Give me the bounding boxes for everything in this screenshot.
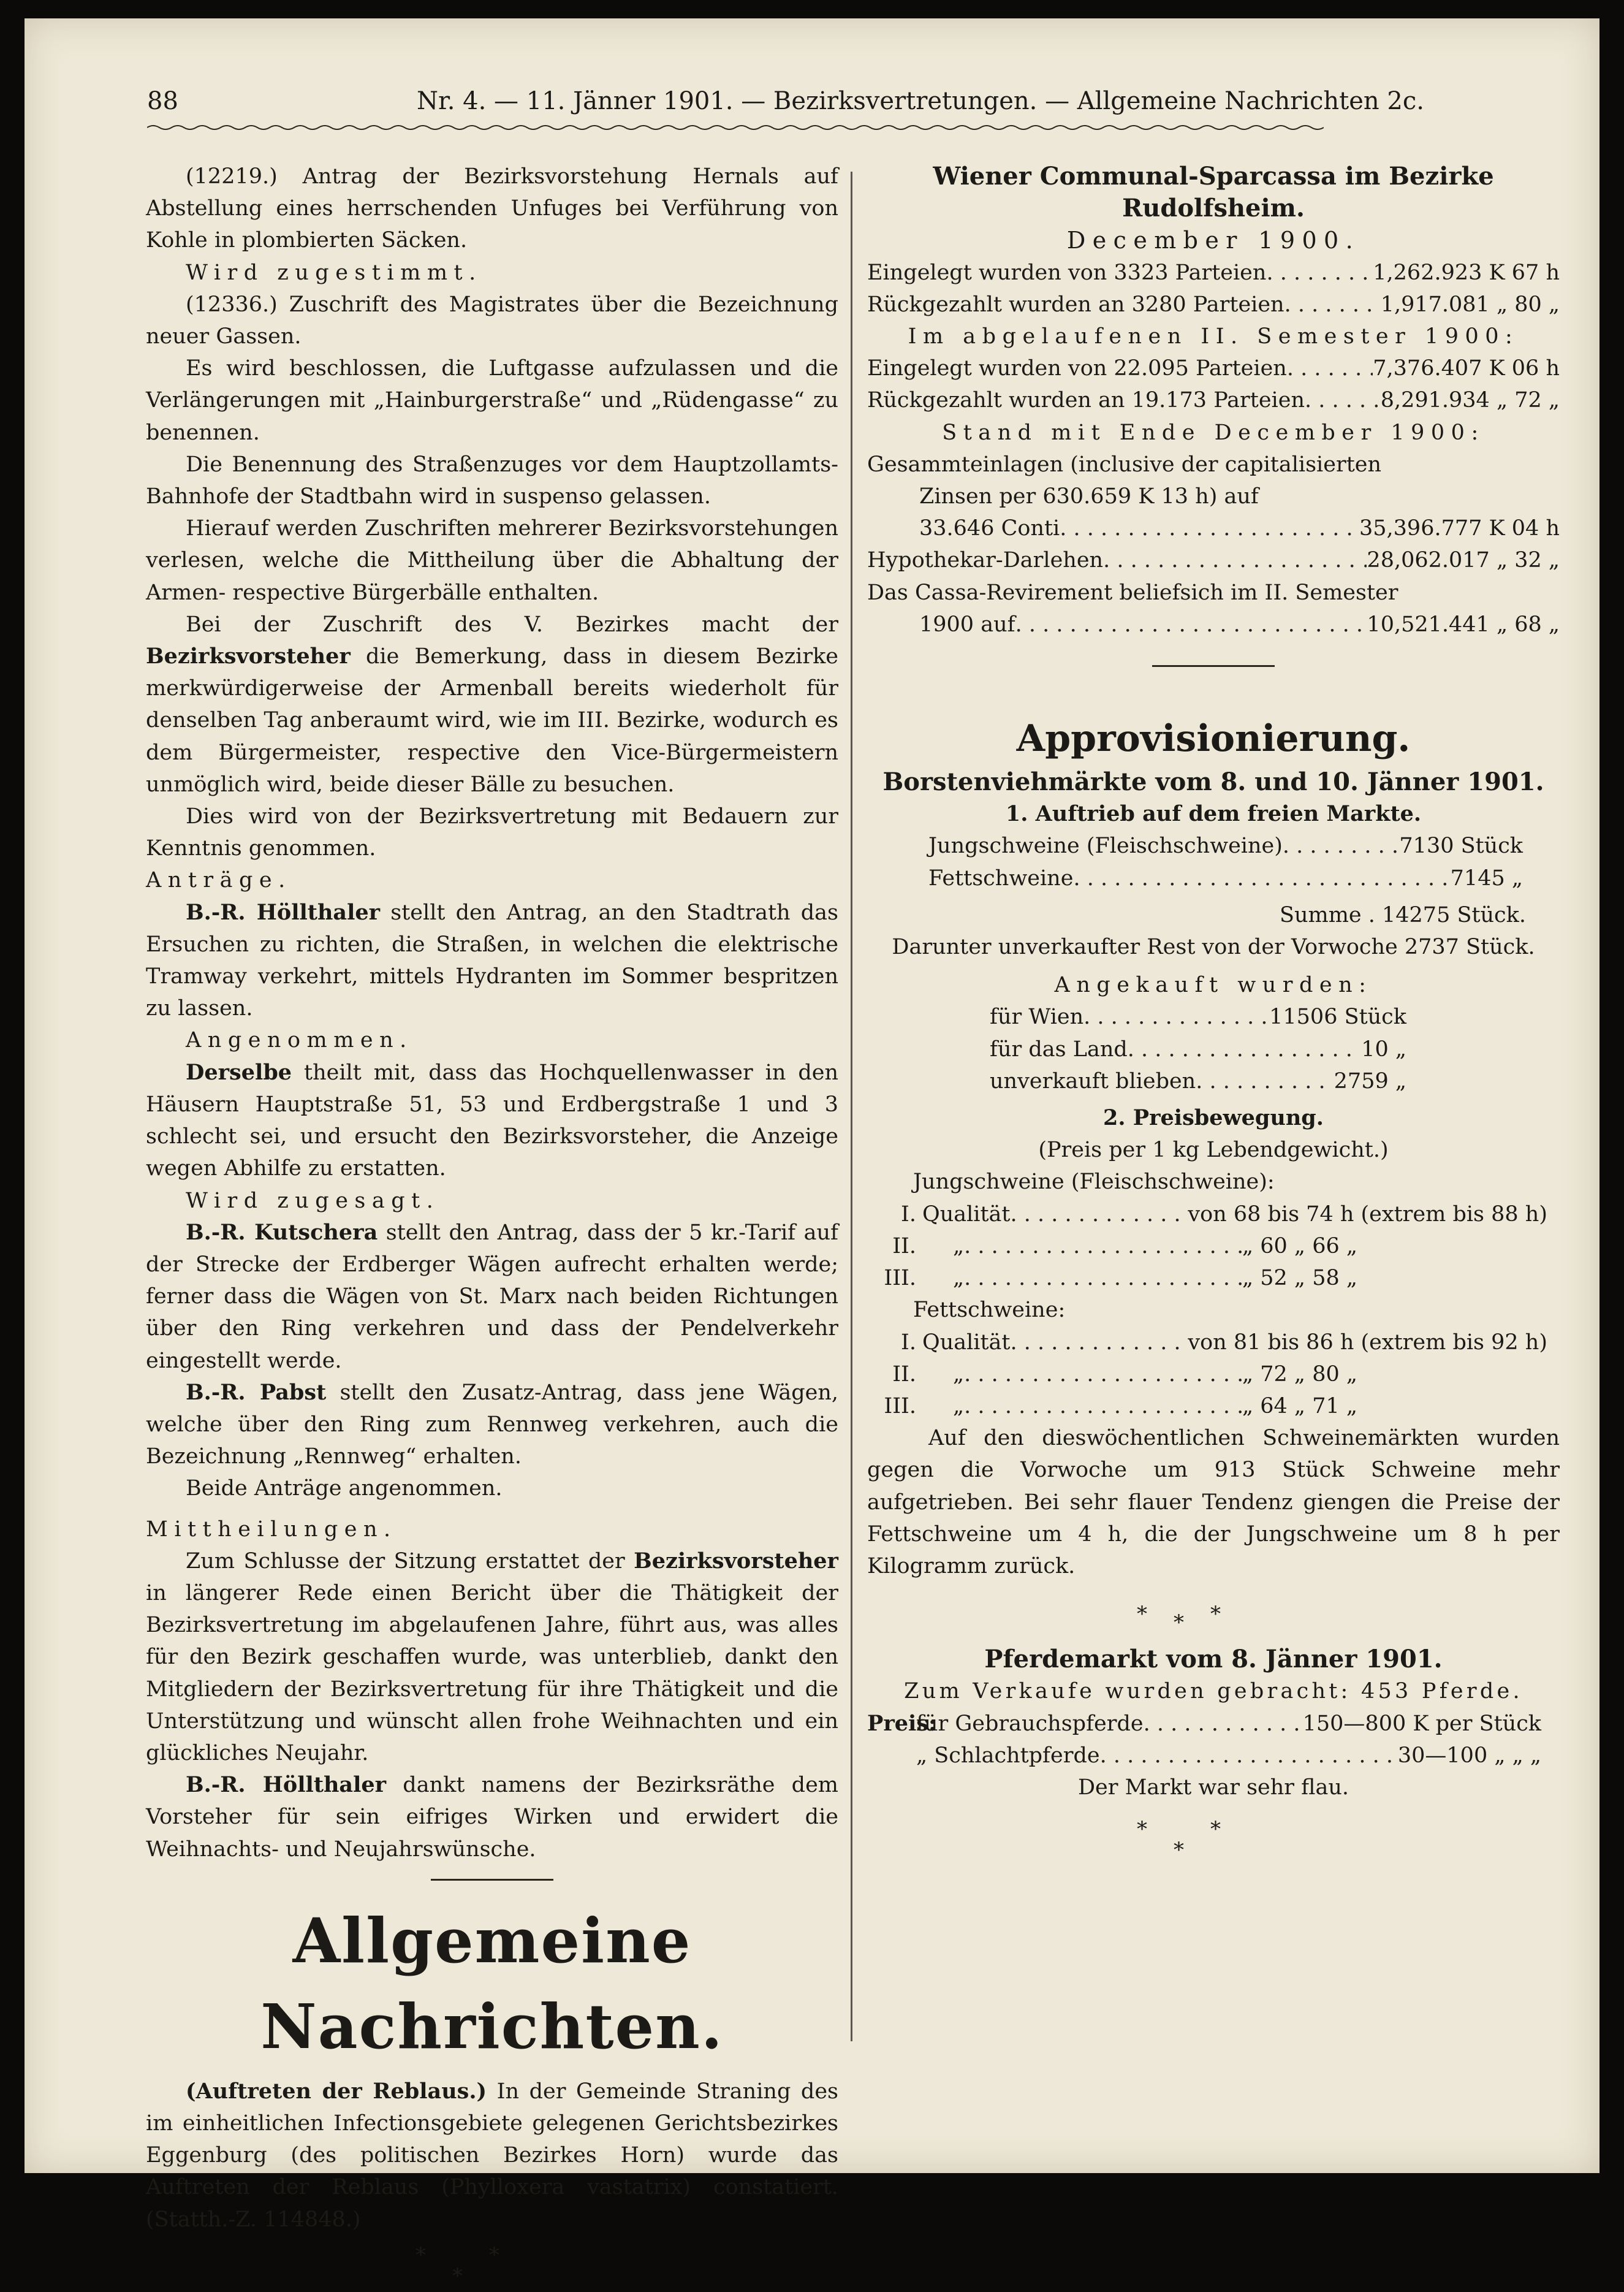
row-value: von 81 bis 86 h (extrem bis 92 h)	[1188, 1330, 1547, 1355]
bold-run: Bezirksvorsteher	[146, 644, 351, 669]
row-label: „	[953, 1233, 965, 1258]
preis-label: Preis:	[867, 1710, 936, 1736]
price-row	[867, 1358, 1560, 1390]
row-value: 8,291.934 „ 72 „	[1380, 388, 1560, 413]
paragraph: Wird zugestimmt.	[186, 260, 482, 285]
quality-label: III.	[884, 1266, 916, 1291]
row-label: Qualität	[922, 1330, 1011, 1355]
running-title: Nr. 4. — 11. Jänner 1901. — Bezirksvertretungen. — Allgemeine Nachrichten 2c.	[417, 87, 1424, 115]
row-label: für Gebrauchspferde	[916, 1711, 1144, 1736]
row-label: Jungschweine (Fleischschweine)	[928, 834, 1283, 859]
leader-dots	[1196, 1065, 1334, 1097]
text-line: Zinsen per 630.659 K 13 h) auf	[919, 484, 1259, 509]
ledger-row	[867, 609, 1560, 641]
leader-dots	[1073, 862, 1450, 894]
row-label: Qualität	[922, 1201, 1011, 1227]
row-value: 35,396.777 K 04 h	[1359, 516, 1560, 541]
paragraph	[146, 1217, 838, 1377]
summe-line: Summe . 14275 Stück.	[1280, 902, 1526, 927]
asterism-star: *	[1174, 1610, 1184, 1635]
row-value: 1,917.081 „ 80 „	[1380, 292, 1560, 317]
flau-line: Der Markt war sehr flau.	[1077, 1775, 1349, 1800]
fett-heading: Fettschweine:	[913, 1298, 1066, 1323]
asterism-star: *	[415, 2242, 426, 2267]
section-heading: Mittheilungen.	[146, 1517, 397, 1542]
text-run: die Bemerkung, dass in diesem Bezirke merkwürdigerweise der Armenball bereits wiederholt für denselben Tag anberaumt wird, wie im III. Bezirke, wodurch es dem Bürgermeister, respective den Vice-Bürgermeistern unmöglich wird, beide dieser Bälle zu besuchen.	[146, 644, 838, 797]
row-value: 10,521.441 „ 68 „	[1367, 612, 1560, 637]
leader-dots	[1266, 257, 1373, 289]
paragraph: Wird zugesagt.	[186, 1188, 440, 1213]
row-label: Fettschweine	[928, 866, 1074, 891]
paragraph: Es wird beschlossen, die Luftgasse aufzulassen und die Verlängerungen mit „Hainburgerstraße“ und „Rüdengasse“ zu benennen.	[146, 356, 838, 445]
asterism-star: *	[1210, 1602, 1221, 1627]
asterism-star: *	[1174, 1838, 1184, 1863]
angekauft-heading: Angekauft wurden:	[1054, 973, 1373, 998]
leader-dots	[1060, 512, 1359, 544]
row-label: Rückgezahlt wurden an 19.173 Parteien	[867, 388, 1305, 413]
sparcassa-title: Wiener Communal-Sparcassa im Bezirke Rudolfsheim.	[933, 162, 1494, 223]
ledger-row	[867, 289, 1560, 321]
bold-run: Derselbe	[186, 1059, 292, 1085]
price-row	[867, 1262, 1560, 1294]
auftrieb-heading: 1. Auftrieb auf dem freien Markte.	[1005, 801, 1422, 827]
row-value: 7,376.407 K 06 h	[1373, 356, 1560, 381]
row-label: Eingelegt wurden von 22.095 Parteien	[867, 356, 1287, 381]
divider	[1152, 665, 1275, 667]
paragraph	[146, 897, 838, 1025]
row-label: Hypothekar-Darlehen	[867, 548, 1104, 573]
row-label: „	[953, 1361, 965, 1387]
leader-dots	[1287, 352, 1373, 384]
price-row	[867, 1708, 1560, 1740]
row-value: „ 72 „ 80 „	[1242, 1361, 1357, 1387]
stand-heading: Stand mit Ende December 1900:	[942, 420, 1485, 445]
star-separator	[146, 2236, 838, 2288]
bold-run: (Auftreten der Reblaus.)	[186, 2078, 487, 2104]
leader-dots	[1283, 830, 1400, 862]
approvisionierung-title: Approvisionierung.	[1016, 717, 1411, 761]
text-run: Zum Schlusse der Sitzung erstattet der	[186, 1548, 634, 1574]
bold-run: B.-R. Höllthaler	[186, 1772, 387, 1798]
ledger-row	[867, 352, 1560, 384]
leader-dots	[964, 1358, 1242, 1390]
pferdemarkt-title: Pferdemarkt vom 8. Jänner 1901.	[984, 1645, 1443, 1674]
paragraph	[146, 1377, 838, 1473]
leader-dots	[1015, 609, 1367, 641]
semester-heading: Im abgelaufenen II. Semester 1900:	[908, 324, 1519, 349]
row-label: „	[953, 1266, 965, 1291]
price-row	[867, 1327, 1560, 1358]
row-value: „ 52 „ 58 „	[1242, 1266, 1357, 1291]
paragraph: Die Benennung des Straßenzuges vor dem Hauptzollamts-Bahnhofe der Stadtbahn wird in suspenso gelassen.	[146, 452, 838, 509]
asterism-star: *	[1137, 1602, 1147, 1627]
row-label: für das Land	[990, 1037, 1128, 1062]
paragraph	[146, 2076, 838, 2236]
leader-dots	[1103, 544, 1367, 576]
row-value: 1,262.923 K 67 h	[1373, 260, 1560, 285]
borstenvieh-title: Borstenviehmärkte vom 8. und 10. Jänner 1901.	[882, 767, 1544, 797]
row-label: für Wien	[990, 1005, 1084, 1030]
paragraph	[146, 1057, 838, 1185]
header-wavy-rule	[147, 123, 1324, 132]
row-value: von 68 bis 74 h (extrem bis 88 h)	[1188, 1201, 1547, 1227]
row-value: 10 „	[1361, 1037, 1406, 1062]
row-label: Eingelegt wurden von 3323 Parteien	[867, 260, 1267, 285]
quality-label: I.	[901, 1330, 916, 1355]
ledger-row	[867, 1034, 1560, 1065]
preis-subheading: (Preis per 1 kg Lebendgewicht.)	[1038, 1138, 1389, 1163]
leader-dots	[964, 1390, 1242, 1422]
left-column	[146, 161, 839, 2288]
ledger-row	[867, 830, 1560, 862]
text-line: Das Cassa-Revirement beliefsich im II. Semester	[867, 580, 1398, 605]
ledger-row	[867, 1001, 1560, 1033]
price-row	[867, 1198, 1560, 1230]
paragraph	[146, 1769, 838, 1865]
row-label: „	[953, 1393, 965, 1418]
ledger-row	[867, 1065, 1560, 1097]
page-number: 88	[147, 87, 178, 115]
bold-run: B.-R. Pabst	[186, 1379, 327, 1405]
quality-label: II.	[892, 1361, 916, 1387]
leader-dots	[1144, 1708, 1303, 1740]
divider	[431, 1879, 553, 1881]
bold-run: B.-R. Kutschera	[186, 1219, 378, 1245]
leader-dots	[1305, 384, 1381, 416]
ledger-row	[867, 544, 1560, 576]
paragraph: Auf den dieswöchentlichen Schweinemärkten wurden gegen die Vorwoche um 913 Stück Schweine mehr aufgetrieben. Bei sehr flauer Tendenz giengen die Preise der Fettschweine um 4 h, die der Jungschweine um 8 h per Kilogramm zurück.	[867, 1426, 1560, 1578]
asterism-star: *	[1210, 1817, 1221, 1842]
allgemeine-nachrichten-title: Allgemeine Nachrichten.	[260, 1904, 724, 2063]
column-divider	[851, 172, 852, 2041]
row-value: „ 64 „ 71 „	[1242, 1393, 1357, 1418]
price-row	[867, 1740, 1560, 1772]
text-line: Gesammteinlagen (inclusive der capitalisierten	[867, 452, 1382, 477]
leader-dots	[964, 1230, 1242, 1262]
preisbewegung-heading: 2. Preisbewegung.	[1103, 1105, 1324, 1131]
row-value: 150—800 K per Stück	[1302, 1711, 1541, 1736]
leader-dots	[1011, 1327, 1188, 1358]
paragraph: Angenommen.	[186, 1028, 413, 1053]
leader-dots	[1284, 289, 1381, 321]
row-value: 11506 Stück	[1269, 1005, 1406, 1030]
text-run: In der Gemeinde Straning des im einheitlichen Infectionsgebiete gelegenen Gerichtsbezirkes Eggenburg (des politischen Bezirkes Horn) wurde das Auftreten der Reblaus (Phylloxera vastatrix) constatiert. (Statth.-Z. 114848.)	[146, 2079, 838, 2232]
paragraph: (12336.) Zuschrift des Magistrates über die Bezeichnung neuer Gassen.	[146, 292, 838, 349]
row-value: 30—100 „ „ „	[1397, 1743, 1541, 1768]
paragraph	[146, 609, 838, 801]
bold-run: Bezirksvorsteher	[634, 1548, 838, 1574]
paragraph: Beide Anträge angenommen.	[186, 1476, 503, 1501]
asterism-star: *	[452, 2263, 463, 2288]
row-value: 28,062.017 „ 32 „	[1367, 548, 1560, 573]
row-label: „ Schlachtpferde	[916, 1743, 1100, 1768]
section-heading: Anträge.	[146, 868, 292, 893]
paragraph: (12219.) Antrag der Bezirksvorstehung Hernals auf Abstellung eines herrschenden Unfuges bei Verführung von Kohle in plombierten Säcken.	[146, 164, 838, 253]
pferde-verkauf: Zum Verkaufe wurden gebracht: 453 Pferde.	[904, 1679, 1523, 1704]
text-run: stellt den Antrag, dass der 5 kr.-Tarif auf der Strecke der Erdberger Wägen aufrecht erhalten werde; ferner dass die Wägen von St. Marx nach beiden Richtungen über den Ring verkehren und dass der Pendelverkehr eingestellt werde.	[146, 1220, 838, 1373]
leader-dots	[1100, 1740, 1398, 1772]
text-run: in längerer Rede einen Bericht über die Thätigkeit der Bezirksvertretung im abgelaufenen Jahre, führt aus, was alles für den Bezirk geschaffen wurde, was unterblieb, dankt den Mitgliedern der Bezirksvertretung für ihre Thätigkeit und die Unterstützung und wünscht allen frohe Weihnachten und ein glückliches Neujahr.	[146, 1580, 838, 1765]
bold-run: B.-R. Höllthaler	[186, 899, 381, 925]
row-label: 33.646 Conti	[919, 516, 1060, 541]
text-run: stellt den Antrag, an den Stadtrath das Ersuchen zu richten, die Straßen, in welchen die elektrische Tramway verkehrt, mittels Hydranten im Sommer bespritzen zu lassen.	[146, 900, 838, 1021]
leader-dots	[1083, 1001, 1269, 1033]
asterism-star: *	[489, 2242, 499, 2267]
quality-label: III.	[884, 1393, 916, 1418]
text-run: stellt den Zusatz-Antrag, dass jene Wägen, welche über den Ring zum Rennweg verkehren, auch die Bezeichnung „Rennweg“ erhalten.	[146, 1380, 839, 1469]
right-column	[867, 161, 1560, 1863]
ledger-row	[867, 862, 1560, 894]
ledger-row	[867, 257, 1560, 289]
row-value: „ 60 „ 66 „	[1242, 1233, 1357, 1258]
leader-dots	[1011, 1198, 1188, 1230]
page-header	[147, 81, 1424, 124]
quality-label: II.	[892, 1233, 916, 1258]
ledger-row	[867, 384, 1560, 416]
asterism-star: *	[1137, 1817, 1147, 1842]
row-label: Rückgezahlt wurden an 3280 Parteien	[867, 292, 1284, 317]
leader-dots	[964, 1262, 1242, 1294]
row-value: 2759 „	[1334, 1068, 1406, 1094]
ledger-row	[867, 512, 1560, 544]
price-row	[867, 1390, 1560, 1422]
text-run: dankt namens der Bezirksräthe dem Vorsteher für sein eifriges Wirken und erwidert die Weihnachts- und Neujahrswünsche.	[146, 1773, 838, 1862]
paragraph: Dies wird von der Bezirksvertretung mit Bedauern zur Kenntnis genommen.	[146, 804, 838, 861]
sparcassa-month: December 1900.	[1066, 227, 1360, 254]
star-separator	[867, 1594, 1560, 1635]
paragraph	[146, 1545, 838, 1769]
darunter-line: Darunter unverkaufter Rest von der Vorwoche 2737 Stück.	[892, 935, 1535, 960]
text-run: theilt mit, dass das Hochquellenwasser in den Häusern Hauptstraße 51, 53 und Erdbergstraße 1 und 3 schlecht sei, und ersucht den Bezirksvorsteher, die Anzeige wegen Abhilfe zu erstatten.	[146, 1060, 838, 1181]
text-run: Bei der Zuschrift des V. Bezirkes macht der	[186, 612, 838, 637]
row-value: 7130 Stück	[1399, 834, 1523, 859]
quality-label: I.	[901, 1201, 916, 1227]
row-label: unverkauft blieben	[990, 1068, 1196, 1094]
row-label: 1900 auf	[919, 612, 1015, 637]
price-row	[867, 1230, 1560, 1262]
row-value: 7145 „	[1450, 866, 1523, 891]
jung-heading: Jungschweine (Fleischschweine):	[913, 1170, 1275, 1195]
leader-dots	[1128, 1034, 1361, 1065]
paragraph: Hierauf werden Zuschriften mehrerer Bezirksvorstehungen verlesen, welche die Mittheilung über die Abhaltung der Armen- respective Bürgerbälle enthalten.	[146, 516, 838, 605]
star-separator	[867, 1810, 1560, 1863]
